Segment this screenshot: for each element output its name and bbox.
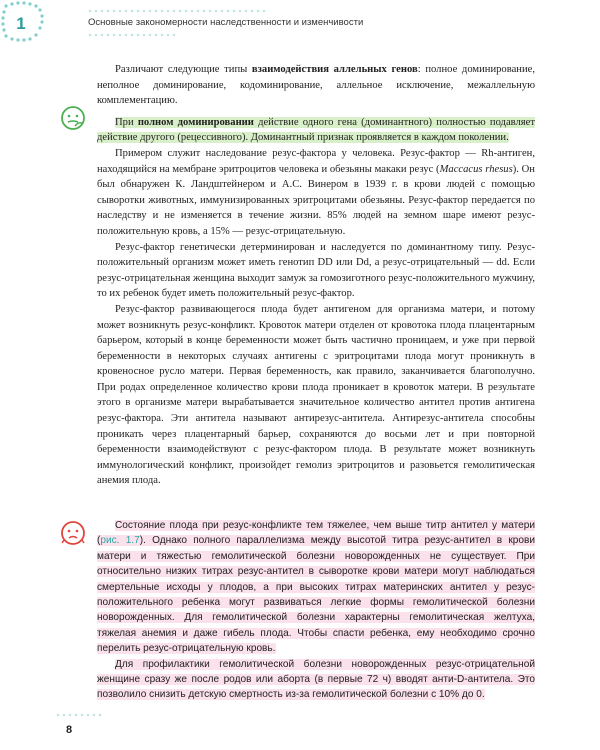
page-number: 8 [66, 724, 73, 736]
note-paragraph-titer: Состояние плода при резус-конфликте тем тяжелее, чем выше титр антител у матери (рис. 1.7). Однако полного параллелизма между высотой титра резус-антител в крови матери и тяжестью гемолитической болезни новорожденных не существует. При относительно низких титрах резус-антител в сыворотке крови матери могут наблюдаться смертельные исходы у плодов, а при высоких титрах материнских антител у резус-положительного ребенка могут развиваться легкие формы гемолитической болезни новорожденных. Для гемолитической болезни характерны гемолитическая желтуха, тяжелая анемия и даже гибель плода. Чтобы спасти ребенка, ему необходимо срочно перелить резус-отрицательную кровь. [97, 520, 535, 655]
paragraph-rh-conflict: Резус-фактор развивающегося плода будет антигеном для организма матери, и потому может возникнуть резус-конфликт. Кровоток матери отделен от кровотока плода плацентарным барьером, который в конце беременности может быть частично проницаем, и уже при первой беременности в некоторых случаях антигены с эритроцитами плода могут проникнуть в кровеносное русло матери. Первая беременность, как правило, заканчивается благополучно. При родах определенное количество крови плода проникает в кровоток матери. В результате этого в организме матери вырабатывается значительное количество антител против антигена резус-фактора. Эти антитела называют антирезус-антитела. Антирезус-антитела способны проникать через плацентарный барьер, сохраняются до восьми лет и при повторной беременности взаимодействуют с резус-фактором плода. В результате может возникнуть иммунологический конфликт, произойдет гемолиз эритроцитов и разовьется гемолитическая анемия плода. [97, 303, 535, 487]
running-title: Основные закономерности наследственности и изменчивости [88, 17, 364, 28]
header-dotted-rule [88, 9, 388, 13]
header-dotted-rule-bottom [88, 33, 228, 37]
note-paragraph-prevention: Для профилактики гемолитической болезни новорожденных резус-отрицательной женщине сразу же после родов или аборта (в первые 72 ч) вводят анти-D-антитела. Это позволило снизить детскую смертность из-за гемолитической болезни с 10% до 0. [97, 658, 535, 701]
figure-reference[interactable]: рис. 1.7 [100, 535, 140, 547]
main-text [97, 62, 535, 489]
footer-dotted-rule [55, 712, 115, 718]
paragraph-rh-factor: Примером служит наследование резус-фактора у человека. Резус-фактор — Rh-антиген, находящийся на мембране эритроцитов человека и обезьяны макаки резус (Maccacus rhesus). Он был обнаружен К. Ландштейнером и А.С. Винером в 1939 г. в крови людей с помощью сыворотки животных, иммунизированных эритроцитами обезьяны. Резус-фактор передается по наследству и не изменяется в течение жизни. 85% людей на земном шаре имеют резус-положительную кровь, а 15% — резус-отрицательную. [97, 147, 535, 237]
chapter-number: 1 [16, 14, 26, 33]
paragraph-allelic-types: Различают следующие типы взаимодействия аллельных генов: полное доминирование, неполное доминирование, кодоминирование, аллельное исключение, межаллельную комплементацию. [97, 64, 535, 107]
confused-face-icon [60, 520, 86, 546]
note-box [97, 518, 535, 703]
thinking-face-icon [60, 105, 86, 131]
paragraph-genetics: Резус-фактор генетически детерминирован и наследуется по доминантному типу. Резус-положительный организм может иметь генотип DD или Dd, а резус-отрицательный — dd. Если резус-отрицательная женщина выходит замуж за гомозиготного резус-положительного мужчину, то их ребенок будет иметь положительный резус-фактор. [97, 241, 535, 300]
paragraph-full-dominance: При полном доминировании действие одного гена (доминантного) полностью подавляет действие другого (рецессивного). Доминантный признак проявляется в каждом поколении. [97, 116, 535, 144]
